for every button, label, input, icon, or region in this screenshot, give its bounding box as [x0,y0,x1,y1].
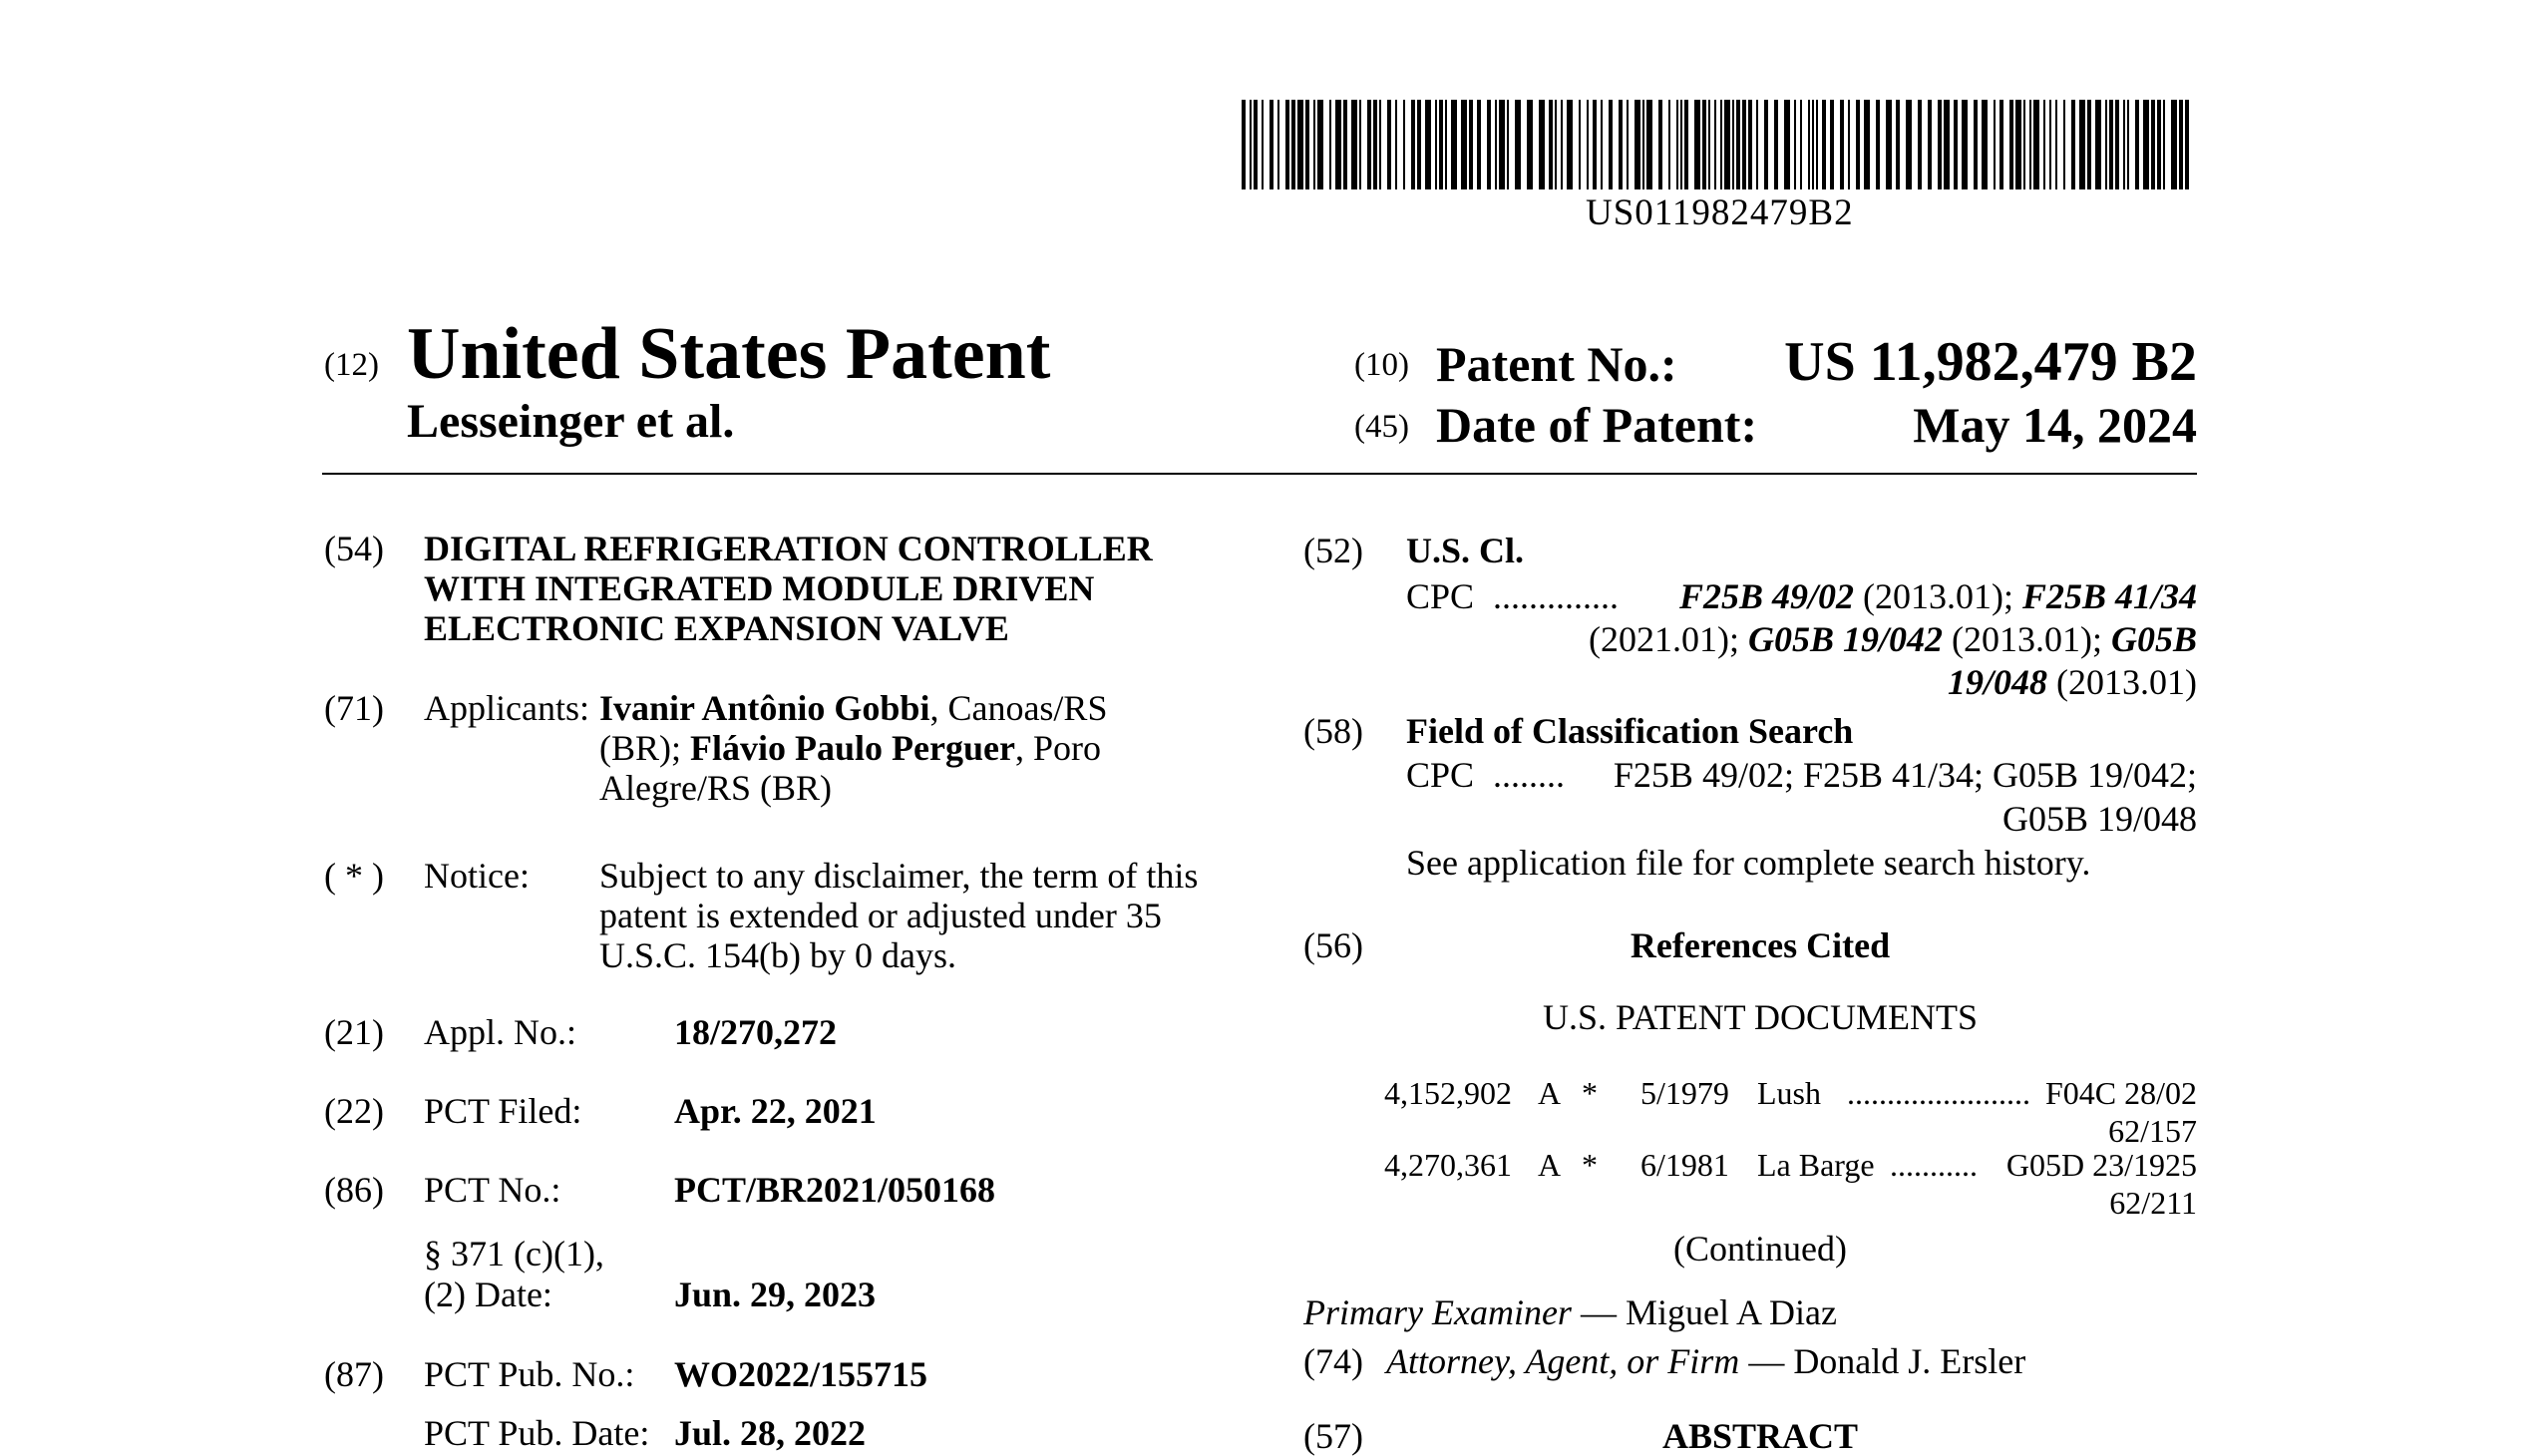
barcode-bar [2179,100,2183,189]
field-search-line-1: F25B 49/02; F25B 41/34; G05B 19/042; [1613,755,2197,795]
cpc-class-4b: 19/048 [1948,662,2048,702]
barcode-bar [1864,100,1870,189]
barcode-bar [2127,100,2129,189]
barcode-bar [1642,100,1644,189]
header-divider [322,473,2197,475]
barcode-bar [1601,100,1603,189]
barcode-bar [1774,100,1778,189]
barcode-bar [1742,100,1746,189]
barcode-bar [2009,100,2013,189]
barcode [1242,100,2194,189]
barcode-bar [1242,100,1246,189]
pct-filed-code: (22) [324,1091,384,1131]
applicants-code: (71) [324,688,384,728]
date-of-patent: May 14, 2024 [1913,397,2197,453]
references-code: (56) [1303,925,1363,965]
examiner-name: Miguel A Diaz [1625,1292,1837,1332]
barcode-bar [1668,100,1670,189]
barcode-bar [1619,100,1623,189]
barcode-bar [1435,100,1437,189]
barcode-bar [1379,100,1381,189]
barcode-bar [1499,100,1505,189]
attorney-dash: — [1739,1341,1794,1381]
barcode-bar [1800,100,1802,189]
barcode-bar [1886,100,1892,189]
applicant-prefix-2: (BR); [599,728,691,768]
us-cl-line-2 [1446,619,2197,659]
notice-line-1: Subject to any disclaimer, the term of this [599,856,1199,896]
cpc-class-4-date: (2013.01) [2047,662,2197,702]
barcode-bar [1270,100,1273,189]
barcode-bar [1840,100,1844,189]
title-line-1: DIGITAL REFRIGERATION CONTROLLER [424,529,1153,568]
ref-1-dots: ....................... [1847,1075,2030,1111]
barcode-bar [1808,100,1810,189]
ref-2-date: 6/1981 [1640,1147,1729,1183]
pct-no-label: PCT No.: [424,1170,561,1210]
pct-pub-no-value: WO2022/155715 [674,1354,928,1394]
us-cl-label: U.S. Cl. [1406,531,1525,570]
barcode-bar [1367,100,1371,189]
barcode-bar [1974,100,1978,189]
us-cl-line-3 [1596,662,2197,702]
barcode-bar [1876,100,1880,189]
barcode-bar [1812,100,1814,189]
attorney-code: (74) [1303,1341,1363,1381]
barcode-bar [2123,100,2125,189]
notice-line-2: patent is extended or adjusted under 35 [599,896,1162,935]
barcode-bar [1627,100,1629,189]
title-code: (54) [324,529,384,568]
ref-1-number: 4,152,902 [1384,1075,1512,1111]
doc-type-code: (12) [324,347,379,383]
title-line-2: WITH INTEGRATED MODULE DRIVEN [424,568,1095,608]
applicants-line-1 [599,688,1107,728]
barcode-bar [1732,100,1734,189]
barcode-bar [1982,100,1988,189]
attorney-name: Donald J. Ersler [1793,1341,2026,1381]
barcode-bar [2029,100,2031,189]
date-code: (45) [1354,409,1409,445]
barcode-bar [2055,100,2057,189]
abstract-label: ABSTRACT [1661,1416,1859,1456]
ref-1-subclass: 62/157 [2108,1113,2197,1149]
ref-2-star: * [1582,1147,1598,1183]
barcode-bar [1684,100,1688,189]
pct-pub-no-code: (87) [324,1354,384,1394]
notice-line-3: U.S.C. 154(b) by 0 days. [599,935,956,975]
ref-1-date: 5/1979 [1640,1075,1729,1111]
barcode-bar [2171,100,2177,189]
examiner-dash: — [1571,1292,1626,1332]
patent-number: US 11,982,479 B2 [1784,331,2197,393]
us-cl-line-1 [1596,576,2197,616]
barcode-bar [1994,100,1996,189]
barcode-bar [2049,100,2051,189]
date-of-patent-label: Date of Patent: [1436,397,1758,453]
barcode-bar [1313,100,1315,189]
barcode-bar [1794,100,1796,189]
barcode-bar [1335,100,1341,189]
barcode-bar [1918,100,1922,189]
barcode-bar [1587,100,1589,189]
field-search-dots: ........ [1493,755,1565,795]
barcode-bar [1567,100,1573,189]
barcode-bar [2023,100,2025,189]
examiner-label: Primary Examiner [1303,1292,1572,1332]
us-cl-code: (52) [1303,531,1363,570]
pct-pub-date-label: PCT Pub. Date: [424,1413,650,1453]
barcode-bar [1461,100,1467,189]
barcode-bar [1277,100,1279,189]
abstract-code: (57) [1303,1416,1363,1456]
barcode-bar [1658,100,1662,189]
title-line-3: ELECTRONIC EXPANSION VALVE [424,608,1009,648]
barcode-bar [2105,100,2107,189]
barcode-bar [2151,100,2155,189]
barcode-bar [1469,100,1473,189]
barcode-bar [2033,100,2039,189]
barcode-bar [1477,100,1481,189]
barcode-bar [1720,100,1722,189]
barcode-bar [1254,100,1258,189]
applicant-name-1: Ivanir Antônio Gobbi [599,688,930,728]
s371-line-1: § 371 (c)(1), [424,1234,604,1274]
barcode-bar [1748,100,1752,189]
applicants-line-3: Alegre/RS (BR) [599,768,832,808]
pct-pub-no-label: PCT Pub. No.: [424,1354,635,1394]
barcode-bar [1756,100,1758,189]
barcode-bar [1906,100,1912,189]
ref-1-name: Lush [1757,1075,1821,1111]
barcode-bar [1694,100,1700,189]
barcode-bar [1928,100,1932,189]
doc-type-title: United States Patent [407,313,1051,395]
references-label: References Cited [1630,925,1891,965]
cpc-class-4a: G05B [2110,619,2197,659]
barcode-bar [2063,100,2065,189]
barcode-bar [1317,100,1323,189]
barcode-bar [1635,100,1640,189]
attorney-label: Attorney, Agent, or Firm [1386,1341,1740,1381]
barcode-bar [2163,100,2165,189]
appl-no-code: (21) [324,1012,384,1052]
patent-no-code: (10) [1354,347,1409,383]
barcode-bar [1593,100,1597,189]
applicants-label: Applicants: [424,688,589,728]
patent-no-label: Patent No.: [1436,336,1677,392]
barcode-bar [1549,100,1553,189]
barcode-bar [1830,100,1834,189]
barcode-bar [1708,100,1710,189]
barcode-bar [2157,100,2161,189]
field-search-cpc-label: CPC [1406,755,1475,795]
cpc-class-3-date: (2013.01); [1943,619,2111,659]
references-subheading: U.S. PATENT DOCUMENTS [1542,997,1979,1037]
barcode-bar [1395,100,1397,189]
notice-label: Notice: [424,856,530,896]
s371-date-label: (2) Date: [424,1274,552,1314]
barcode-bar [1646,100,1652,189]
pct-filed-value: Apr. 22, 2021 [674,1091,877,1131]
field-search-label: Field of Classification Search [1406,711,1854,751]
barcode-bar [1702,100,1706,189]
barcode-bar [1609,100,1613,189]
applicant-name-2: Flávio Paulo Perguer [690,728,1015,768]
ref-1-star: * [1582,1075,1598,1111]
barcode-bar [1285,100,1289,189]
barcode-bar [1451,100,1457,189]
pct-no-value: PCT/BR2021/050168 [674,1170,996,1210]
barcode-bar [1714,100,1716,189]
references-continued: (Continued) [1673,1229,1847,1269]
applicants-line-2 [599,728,1101,768]
barcode-bar [1515,100,1521,189]
pct-filed-label: PCT Filed: [424,1091,582,1131]
barcode-bar [1305,100,1309,189]
applicant-location-2: , Poro [1014,728,1101,768]
barcode-bar [2015,100,2021,189]
barcode-bar [1555,100,1557,189]
ref-1-kind: A [1538,1075,1562,1111]
field-search-code: (58) [1303,711,1363,751]
barcode-bar [1816,100,1818,189]
barcode-bar [1417,100,1421,189]
barcode-bar [1262,100,1264,189]
appl-no-label: Appl. No.: [424,1012,576,1052]
field-search-note: See application file for complete search history. [1406,843,2091,883]
ref-2-dots: ........... [1890,1147,1978,1183]
ref-2-class: G05D 23/1925 [2005,1147,2197,1183]
barcode-bar [1343,100,1347,189]
notice-code: ( * ) [324,856,384,896]
barcode-bar [1411,100,1415,189]
barcode-bar [2135,100,2139,189]
applicant-location-1: , Canoas/RS [929,688,1108,728]
barcode-bar [1527,100,1533,189]
barcode-bar [1579,100,1581,189]
barcode-bar [1297,100,1303,189]
cpc-class-3: G05B 19/042 [1747,619,1943,659]
barcode-bar [1403,100,1405,189]
barcode-bar [1896,100,1900,189]
barcode-bar [1539,100,1545,189]
barcode-bar [1291,100,1295,189]
barcode-bar [1445,100,1447,189]
cpc-class-1-date: (2013.01); [1853,576,2022,616]
barcode-bar [1938,100,1942,189]
barcode-bar [2079,100,2085,189]
barcode-bar [2095,100,2101,189]
barcode-bar [1439,100,1443,189]
barcode-bar [1962,100,1968,189]
ref-2-name: La Barge [1757,1147,1875,1183]
barcode-bar [1359,100,1361,189]
cpc-class-1: F25B 49/02 [1678,576,1854,616]
barcode-bar [2109,100,2113,189]
ref-2-subclass: 62/211 [2109,1185,2197,1221]
barcode-bar [2143,100,2149,189]
barcode-bar [1736,100,1740,189]
ref-2-number: 4,270,361 [1384,1147,1512,1183]
barcode-bar [1784,100,1790,189]
barcode-bar [2115,100,2119,189]
barcode-bar [1954,100,1958,189]
appl-no-value: 18/270,272 [674,1012,838,1052]
barcode-bar [1250,100,1252,189]
barcode-bar [1680,100,1682,189]
barcode-bar [1944,100,1950,189]
barcode-bar [2043,100,2045,189]
barcode-bar [1487,100,1491,189]
barcode-bar [1676,100,1678,189]
cpc-class-2-date: (2021.01); [1589,619,1748,659]
barcode-bar [1822,100,1826,189]
barcode-bar [1373,100,1377,189]
barcode-bar [1724,100,1730,189]
s371-date-value: Jun. 29, 2023 [674,1274,877,1314]
inventor-line: Lesseinger et al. [407,395,735,448]
barcode-bar [2185,100,2189,189]
barcode-bar [1329,100,1331,189]
primary-examiner [1303,1292,1837,1332]
barcode-bar [2071,100,2075,189]
us-cl-dots: .............. [1493,576,1619,616]
ref-1-class: F04C 28/02 [2044,1075,2197,1111]
barcode-number: US011982479B2 [1586,192,1854,233]
barcode-bar [1561,100,1563,189]
us-cl-cpc-label: CPC [1406,576,1475,616]
cpc-class-2: F25B 41/34 [2021,576,2197,616]
ref-2-kind: A [1538,1147,1562,1183]
attorney [1386,1341,2025,1381]
barcode-bar [2087,100,2091,189]
barcode-bar [1351,100,1357,189]
barcode-bar [1507,100,1509,189]
pct-pub-date-value: Jul. 28, 2022 [674,1413,867,1453]
field-search-line-2: G05B 19/048 [2001,799,2197,839]
barcode-bar [1495,100,1497,189]
barcode-bar [1425,100,1431,189]
barcode-bar [1999,100,2003,189]
pct-no-code: (86) [324,1170,384,1210]
barcode-bar [1848,100,1850,189]
barcode-bar [1856,100,1860,189]
barcode-bar [1387,100,1391,189]
barcode-bar [1764,100,1768,189]
